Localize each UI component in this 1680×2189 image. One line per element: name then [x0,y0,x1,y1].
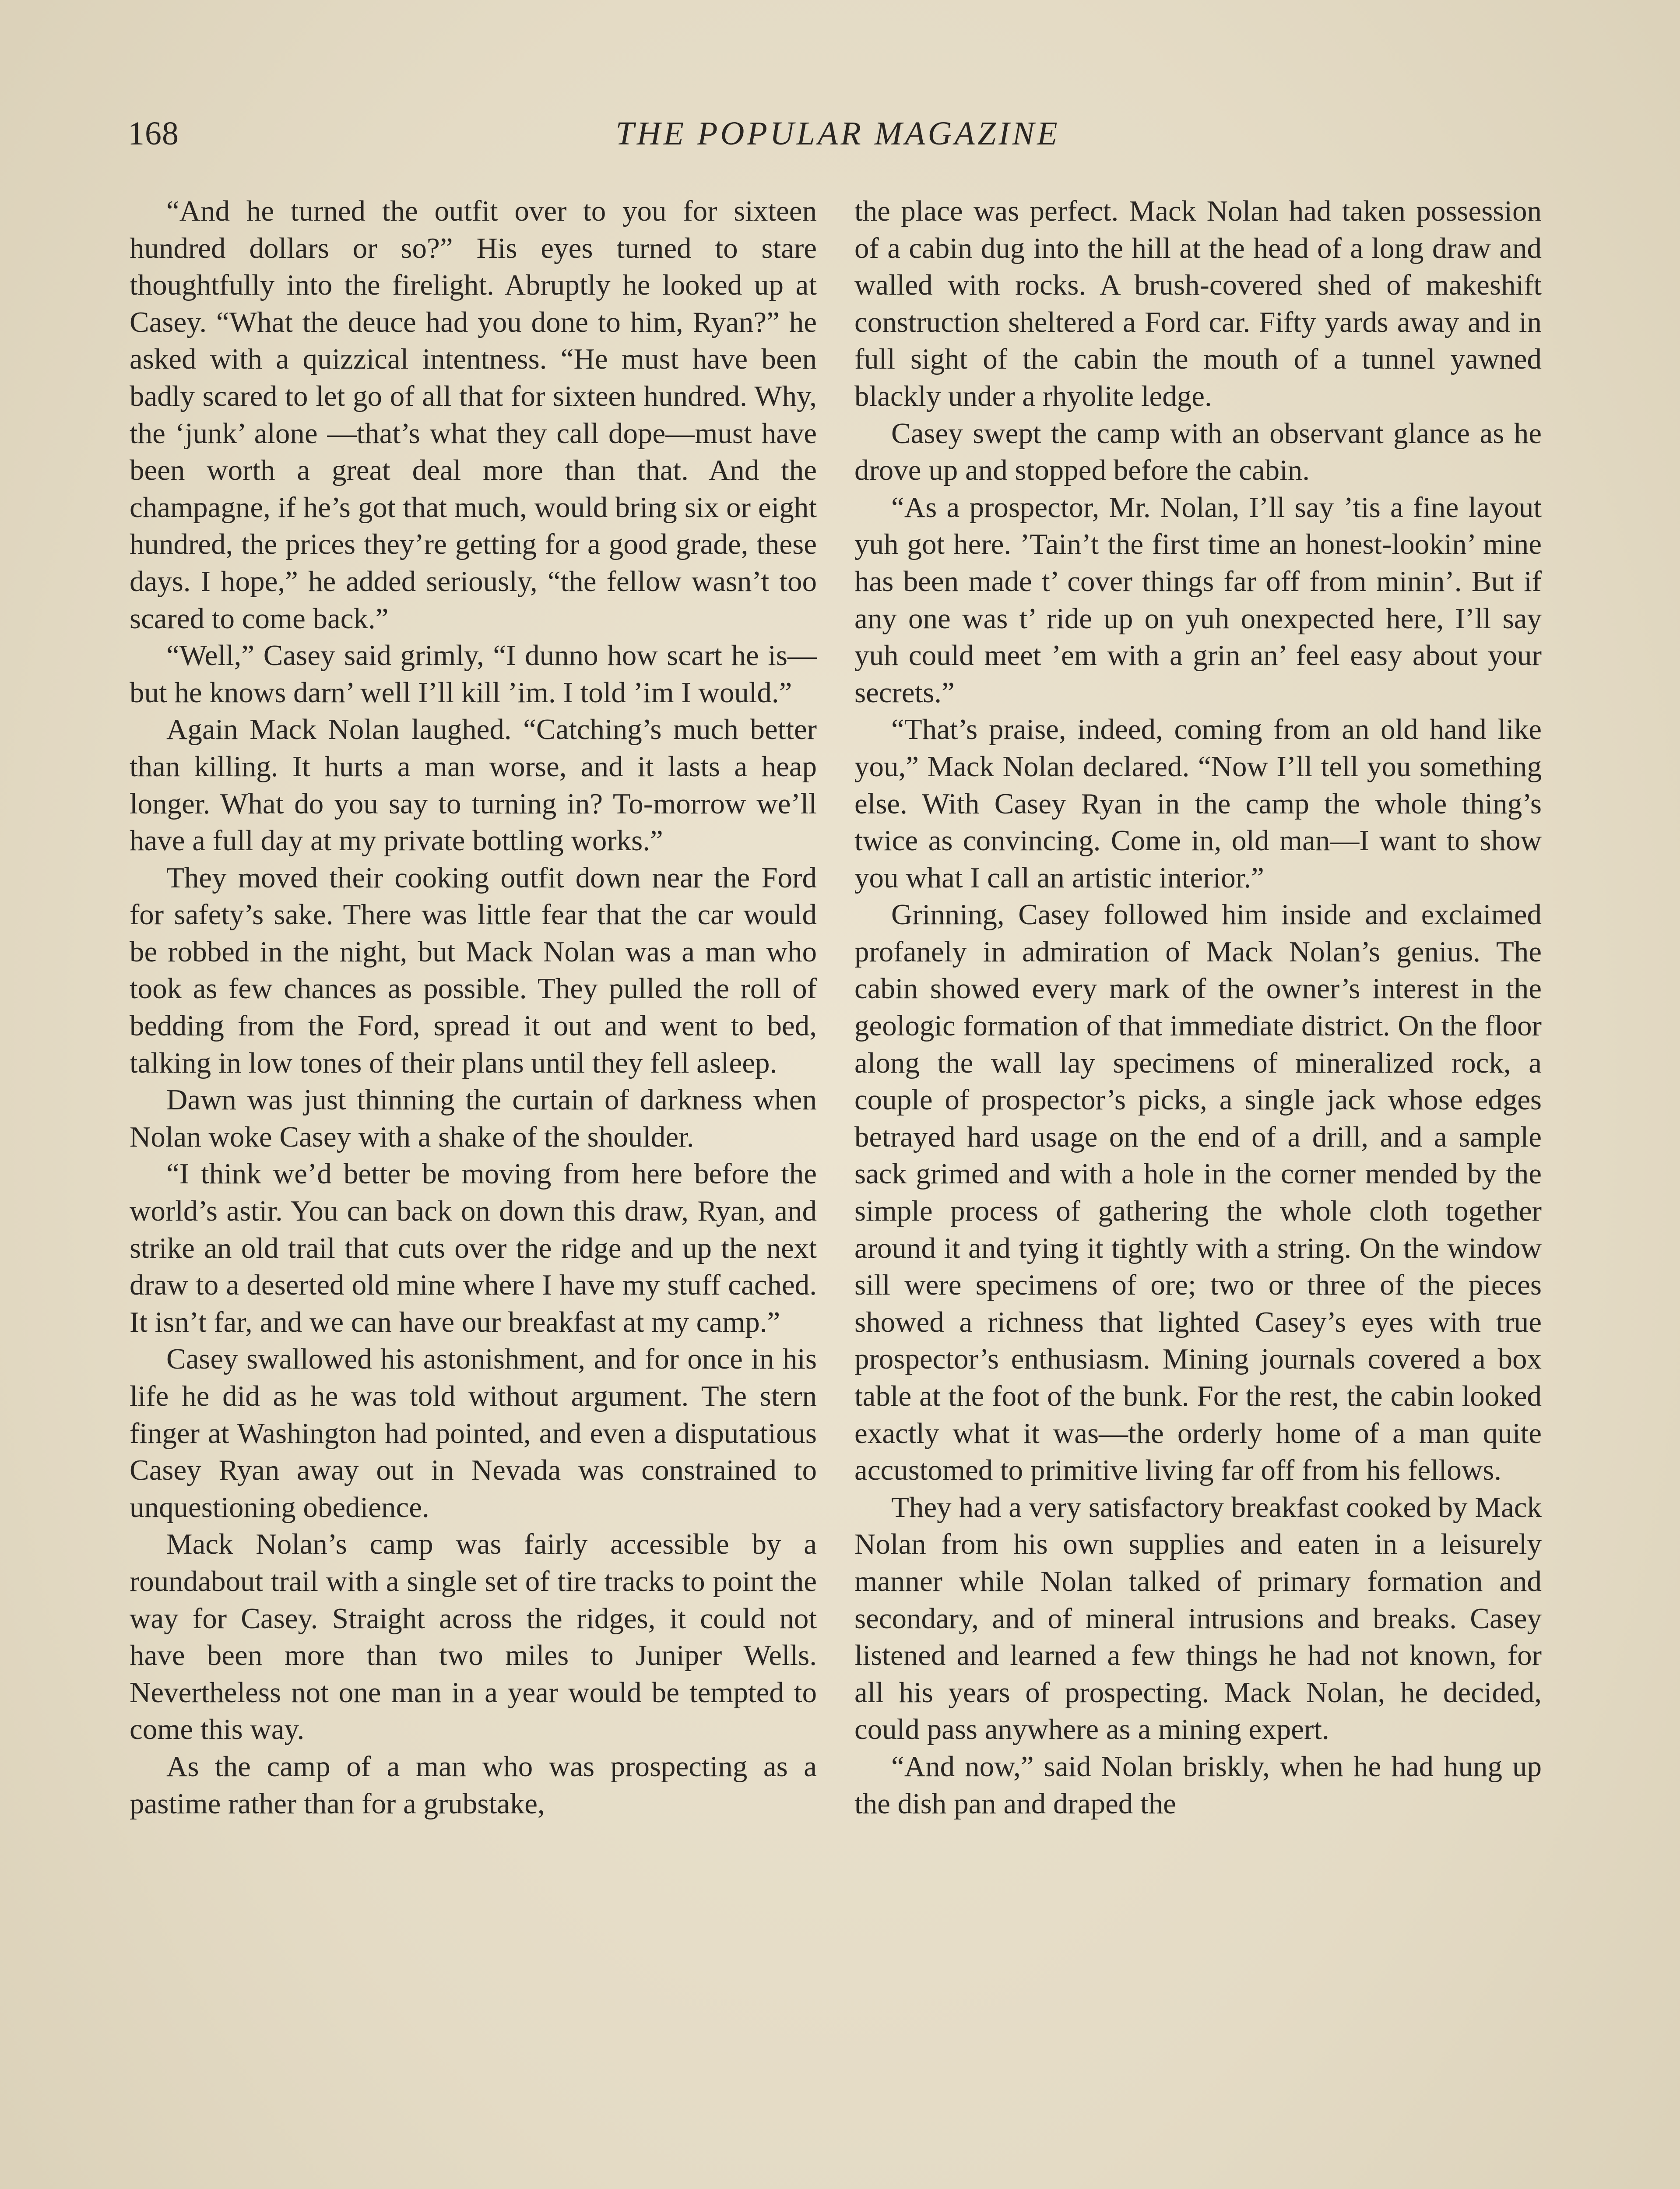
paragraph: Casey swallowed his astonishment, and for once in his life he did as he was told without argument. The stern finger at Washington had pointed, and even a disputatious Casey Ryan away out in Nevada was constrained to unquestioning obedience. [130,1343,817,1524]
paragraph: As the camp of a man who was prospecting as a pastime rather than for a grubstake, [130,1750,817,1820]
paragraph: “I think we’d better be moving from here before the world’s astir. You can back on down this draw, Ryan, and strike an old trail that cuts over the ridge and up the next draw to a deserted old mine where I have my stuff cached. It isn’t far, and we can have our breakfast at my camp.” [130,1158,817,1338]
running-head: THE POPULAR MAGAZINE [615,115,1060,152]
paragraph: “As a prospector, Mr. Nolan, I’ll say ’tis a fine layout yuh got here. ’Tain’t the first time an honest-lookin’ mine has been made t’ cover things far off from minin’. But if any one was t’ ride up on yuh onexpected here, I’ll say yuh could meet ’em with a grin an’ feel easy about your secrets.” [854,491,1542,709]
page-number: 168 [128,115,179,152]
left-column [130,193,817,1822]
paragraph: Again Mack Nolan laughed. “Catching’s much better than killing. It hurts a man worse, and it lasts a heap longer. What do you say to turning in? To-morrow we’ll have a full day at my private bottling works.” [130,713,817,857]
paragraph: “That’s praise, indeed, coming from an old hand like you,” Mack Nolan declared. “Now I’ll tell you something else. With Casey Ryan in the camp the whole thing’s twice as convincing. Come in, old man—I want to show you what I call an artistic interior.” [854,713,1542,894]
paragraph: “And now,” said Nolan briskly, when he had hung up the dish pan and draped the [854,1750,1542,1820]
page-header [128,115,1548,163]
paragraph: Dawn was just thinning the curtain of darkness when Nolan woke Casey with a shake of the shoulder. [130,1084,817,1153]
paragraph: “Well,” Casey said grimly, “I dunno how scart he is—but he knows darn’ well I’ll kill ’im. I told ’im I would.” [130,639,817,709]
paragraph: Mack Nolan’s camp was fairly accessible by a roundabout trail with a single set of tire tracks to point the way for Casey. Straight across the ridges, it could not have been more than two miles to Juniper Wells. Nevertheless not one man in a year would be tempted to come this way. [130,1528,817,1746]
paragraph: They moved their cooking outfit down near the Ford for safety’s sake. There was little fear that the car would be robbed in the night, but Mack Nolan was a man who took as few chances as possible. They pulled the roll of bedding from the Ford, spread it out and went to bed, talking in low tones of their plans until they fell asleep. [130,861,817,1079]
paragraph: “And he turned the outfit over to you for sixteen hundred dollars or so?” His eyes turned to stare thoughtfully into the firelight. Abruptly he looked up at Casey. “What the deuce had you done to him, Ryan?” he asked with a quizzical intentness. “He must have been badly scared to let go of all that for sixteen hundred. Why, the ‘junk’ alone —that’s what they call dope—must have been worth a great deal more than that. And the champagne, if he’s got that much, would bring six or eight hundred, the prices they’re getting for a good grade, these days. I hope,” he added seriously, “the fellow wasn’t too scared to come back.” [130,195,817,635]
right-column [854,193,1542,1822]
paragraph: Casey swept the camp with an observant glance as he drove up and stopped before the cabin. [854,417,1542,487]
paragraph-continuation: the place was perfect. Mack Nolan had taken possession of a cabin dug into the hill at the head of a long draw and walled with rocks. A brush-covered shed of makeshift construction sheltered a Ford car. Fifty yards away and in full sight of the cabin the mouth of a tunnel yawned blackly under a rhyolite ledge. [854,195,1542,412]
paragraph: They had a very satisfactory breakfast cooked by Mack Nolan from his own supplies and eaten in a leisurely manner while Nolan talked of primary formation and secondary, and of mineral intrusions and breaks. Casey listened and learned a few things he had not known, for all his years of prospecting. Mack Nolan, he decided, could pass anywhere as a mining expert. [854,1491,1542,1746]
paragraph: Grinning, Casey followed him inside and exclaimed profanely in admiration of Mack Nolan’s genius. The cabin showed every mark of the owner’s interest in the geologic formation of that immediate district. On the floor along the wall lay specimens of mineralized rock, a couple of prospector’s picks, a single jack whose edges betrayed hard usage on the end of a drill, and a sample sack grimed and with a hole in the corner mended by the simple process of gathering the whole cloth together around it and tying it tightly with a string. On the window sill were specimens of ore; two or three of the pieces showed a richness that lighted Casey’s eyes with true prospector’s enthusiasm. Mining journals covered a box table at the foot of the bunk. For the rest, the cabin looked exactly what it was—the orderly home of a man quite accustomed to primitive living far off from his fellows. [854,898,1542,1487]
